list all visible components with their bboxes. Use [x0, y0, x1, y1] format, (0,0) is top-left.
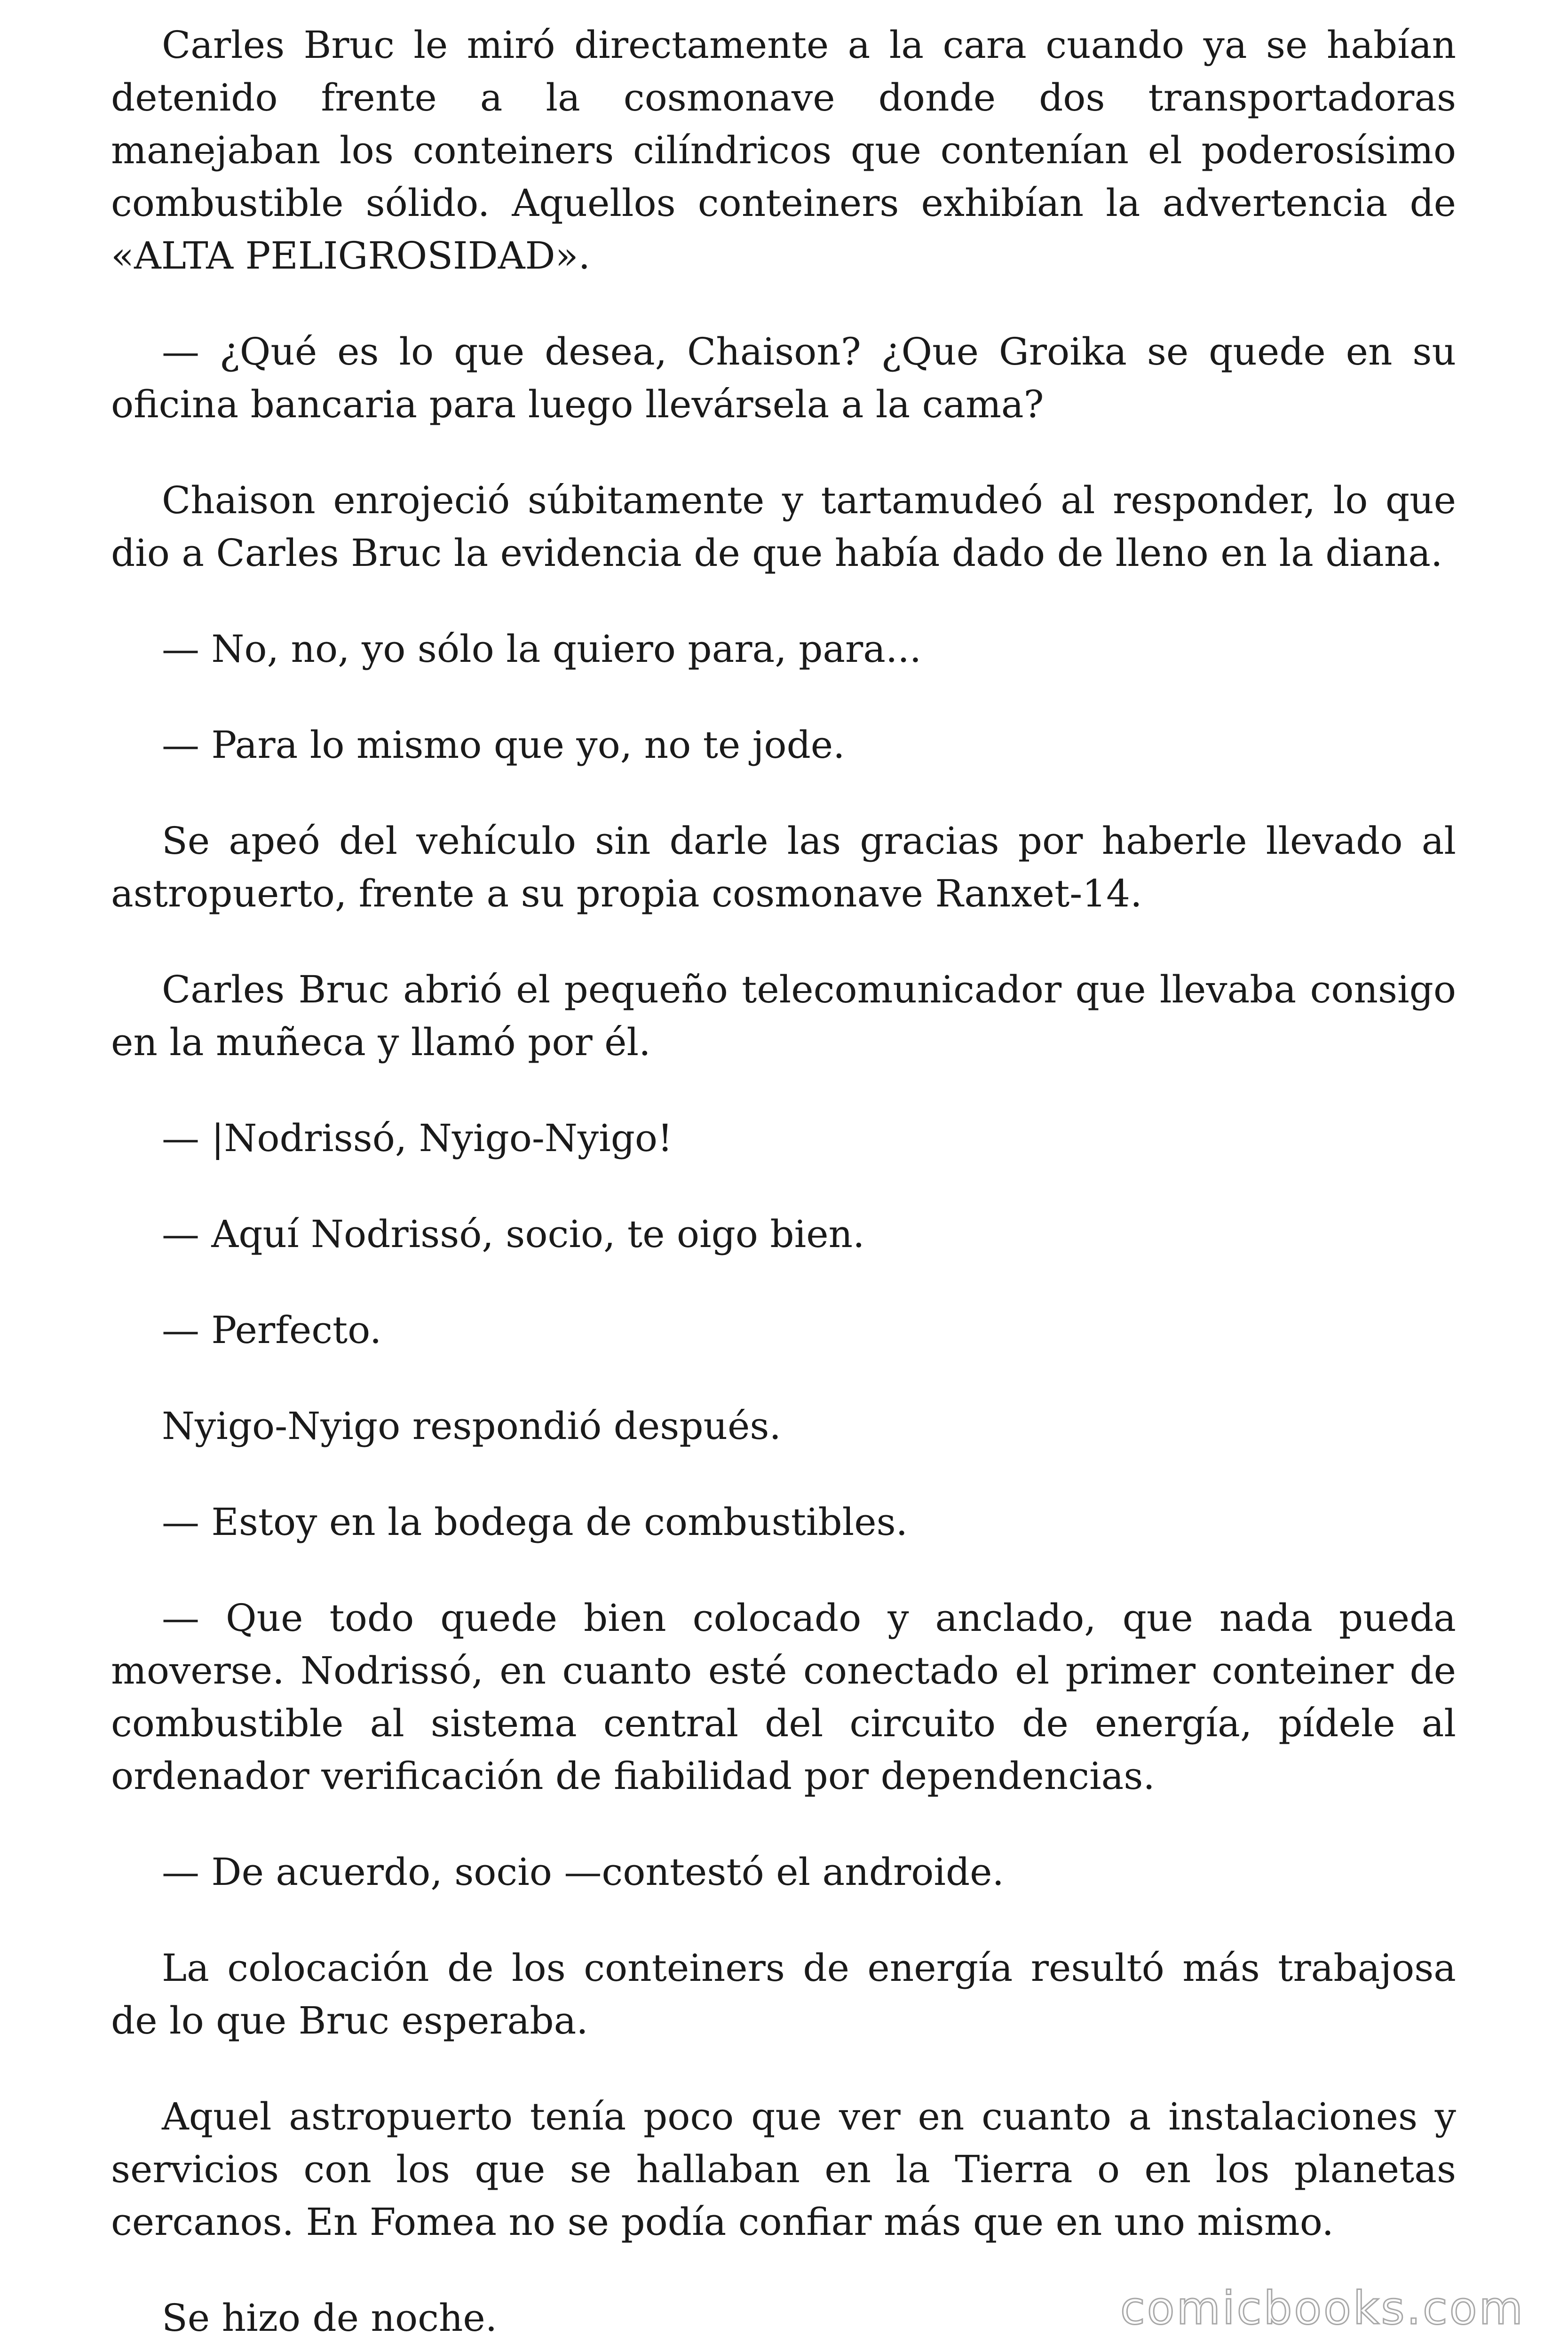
paragraph: Se hizo de noche.: [162, 2296, 498, 2340]
paragraph: — Perfecto.: [162, 1308, 382, 1352]
paragraph: — ¿Qué es lo que desea, Chaison? ¿Que Groika se quede en su oficina bancaria para luego llevársela a la cama?: [111, 330, 1456, 426]
page-body: [111, 19, 1456, 2344]
paragraph: — Que todo quede bien colocado y anclado, que nada pueda moverse. Nodrissó, en cuanto esté conectado el primer conteiner de combustible al sistema central del circuito de energía, pídele al ordenador verificación de fiabilidad por dependencias.: [111, 1596, 1456, 1798]
paragraph: — Estoy en la bodega de combustibles.: [162, 1500, 908, 1544]
watermark: comicbooks.com: [1120, 2282, 1525, 2335]
paragraph: — De acuerdo, socio —contestó el androide.: [162, 1850, 1004, 1894]
paragraph: — |Nodrissó, Nyigo-Nyigo!: [162, 1116, 673, 1160]
paragraph: Se apeó del vehículo sin darle las gracias por haberle llevado al astropuerto, frente a su propia cosmonave Ranxet-14.: [111, 819, 1456, 915]
paragraph: Chaison enrojeció súbitamente y tartamudeó al responder, lo que dio a Carles Bruc la evidencia de que había dado de lleno en la diana.: [111, 478, 1456, 575]
paragraph: Aquel astropuerto tenía poco que ver en cuanto a instalaciones y servicios con los que se hallaban en la Tierra o en los planetas cercanos. En Fomea no se podía confiar más que en uno mismo.: [111, 2095, 1456, 2244]
paragraph: La colocación de los conteiners de energía resultó más trabajosa de lo que Bruc esperaba.: [111, 1946, 1456, 2042]
paragraph: — Aquí Nodrissó, socio, te oigo bien.: [162, 1212, 865, 1256]
paragraph: Nyigo-Nyigo respondió después.: [162, 1404, 781, 1448]
paragraph: Carles Bruc abrió el pequeño telecomunicador que llevaba consigo en la muñeca y llamó por él.: [111, 968, 1456, 1064]
paragraph: — Para lo mismo que yo, no te jode.: [162, 723, 845, 767]
paragraph: Carles Bruc le miró directamente a la cara cuando ya se habían detenido frente a la cosmonave donde dos transportadoras manejaban los conteiners cilíndricos que contenían el poderosísimo combustible sólido. Aquellos conteiners exhibían la advertencia de «ALTA PELIGROSIDAD».: [111, 23, 1456, 278]
paragraph: — No, no, yo sólo la quiero para, para...: [162, 627, 922, 671]
